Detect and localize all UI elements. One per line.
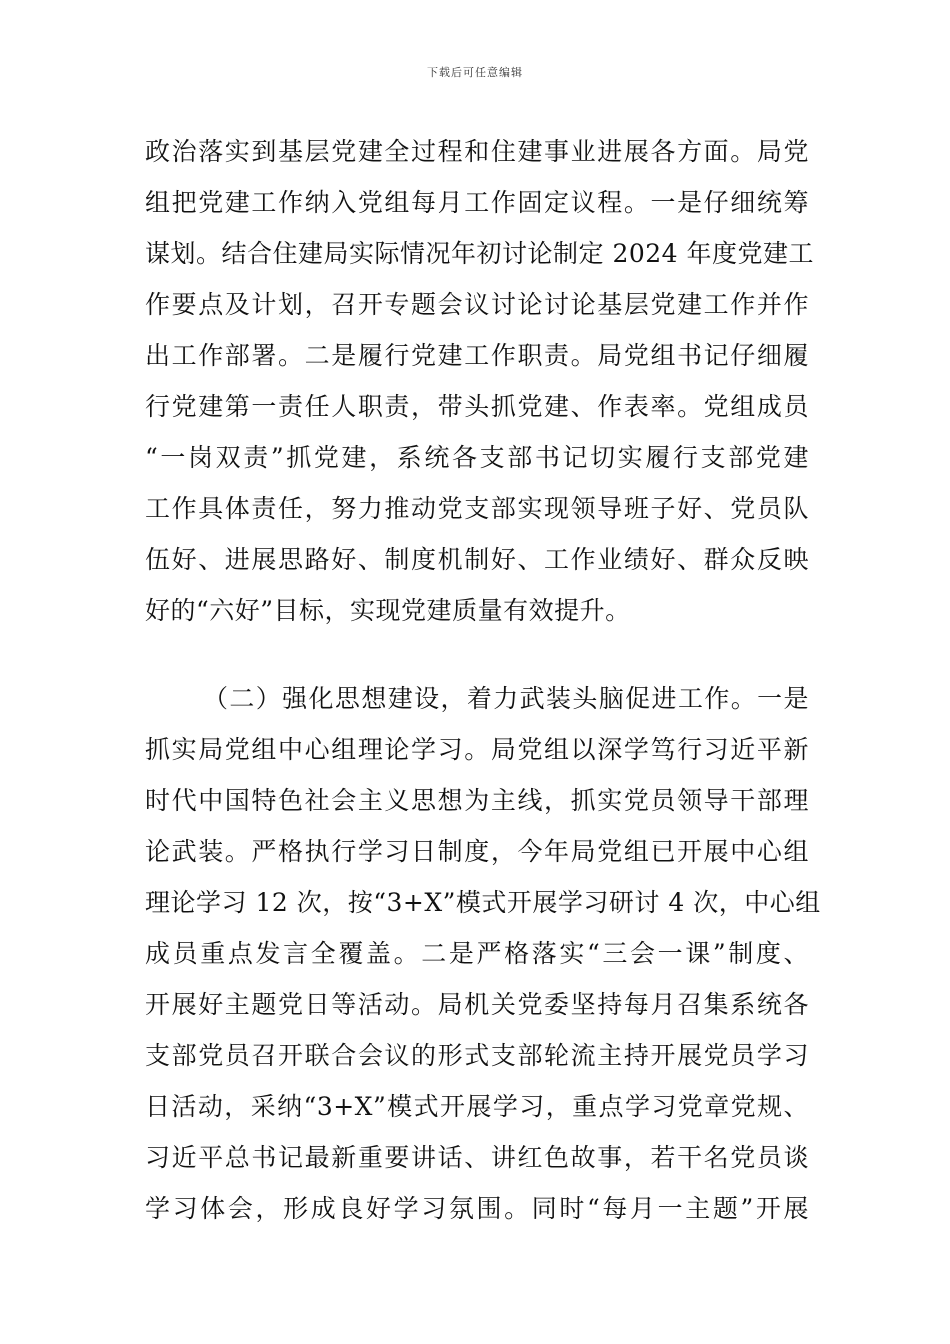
text-line: 理论学习 12 次，按“3+X”模式开展学习研讨 4 次，中心组: [145, 888, 821, 917]
text-line: 谋划。结合住建局实际情况年初讨论制定 2024 年度党建工: [145, 239, 815, 268]
text-line: 成员重点发言全覆盖。二是严格落实“三会一课”制度、: [145, 939, 809, 968]
text-line: 组把党建工作纳入党组每月工作固定议程。一是仔细统筹: [145, 188, 809, 217]
paragraph-2: [145, 673, 821, 1234]
text-line: 日活动，采纳“3+X”模式开展学习，重点学习党章党规、: [145, 1092, 809, 1121]
text-line: 伍好、进展思路好、制度机制好、工作业绩好、群众反映: [145, 545, 809, 574]
text-line: 论武装。严格执行学习日制度，今年局党组已开展中心组: [145, 837, 809, 866]
text-line: 抓实局党组中心组理论学习。局党组以深学笃行习近平新: [145, 735, 809, 764]
text-line: 工作具体责任，努力推动党支部实现领导班子好、党员队: [145, 494, 809, 523]
text-line: 学习体会，形成良好学习氛围。同时“每月一主题”开展: [145, 1194, 809, 1223]
text-line: 习近平总书记最新重要讲话、讲红色故事，若干名党员谈: [145, 1143, 809, 1172]
page-header: 下载后可任意编辑: [427, 66, 523, 79]
text-line: 作要点及计划，召开专题会议讨论讨论基层党建工作并作: [145, 290, 809, 319]
text-line: 行党建第一责任人职责，带头抓党建、作表率。党组成员: [145, 392, 809, 421]
text-line: 政治落实到基层党建全过程和住建事业进展各方面。局党: [145, 137, 809, 166]
text-line: “一岗双责”抓党建，系统各支部书记切实履行支部党建: [145, 443, 809, 472]
text-line: 开展好主题党日等活动。局机关党委坚持每月召集系统各: [145, 990, 809, 1019]
text-line: 支部党员召开联合会议的形式支部轮流主持开展党员学习: [145, 1041, 809, 1070]
text-line-indented: （二）强化思想建设，着力武装头脑促进工作。一是: [203, 684, 809, 713]
text-line: 出工作部署。二是履行党建工作职责。局党组书记仔细履: [145, 341, 809, 370]
paragraph-1: [145, 126, 815, 636]
text-line: 好的“六好”目标，实现党建质量有效提升。: [145, 596, 631, 625]
text-line: 时代中国特色社会主义思想为主线，抓实党员领导干部理: [145, 786, 809, 815]
